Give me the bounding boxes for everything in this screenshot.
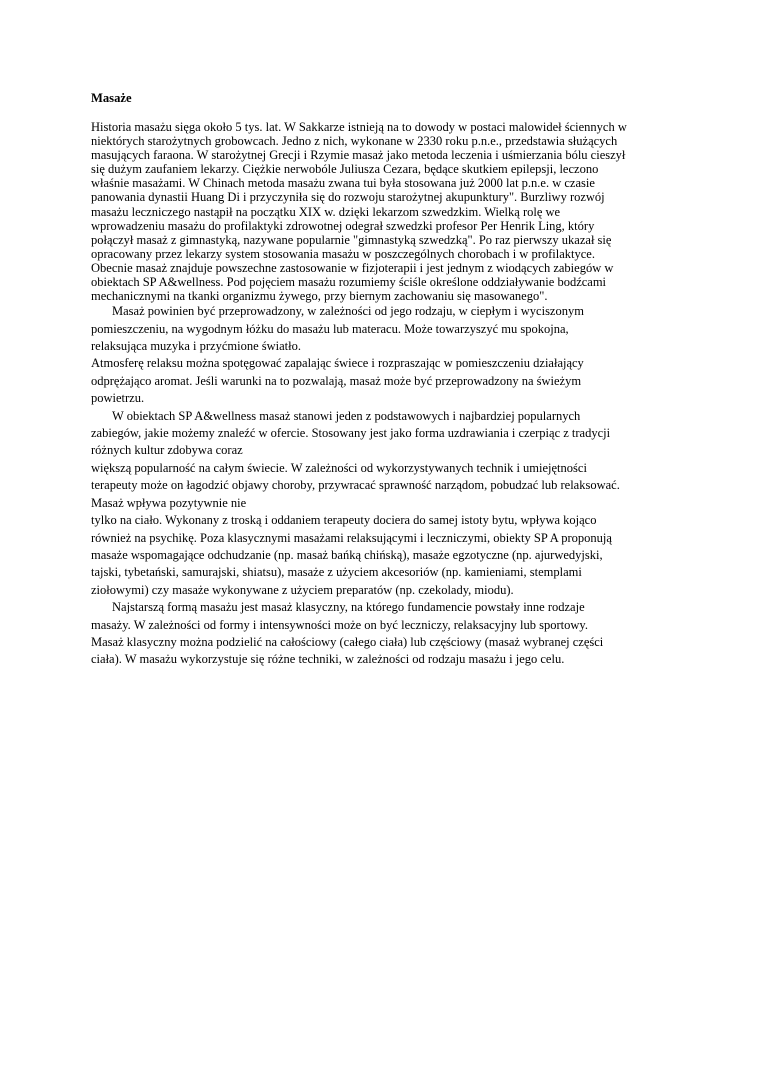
text-line: wprowadzeniu masażu do profilaktyki zdrowotnej odegrał szwedzki profesor Per Henrik Ling, który [91, 218, 595, 233]
text-line: terapeuty może on łagodzić objawy choroby, przywracać sprawność narządom, pobudzać lub relaksować. [91, 478, 620, 493]
paragraph-conditions [91, 303, 671, 407]
text-line: większą popularność na całym świecie. W zależności od wykorzystywanych technik i umiejętności [91, 460, 587, 475]
text-line: Masaż powinien być przeprowadzony, w zależności od jego rodzaju, w ciepłym i wyciszonym [112, 304, 584, 319]
text-line: Najstarszą formą masażu jest masaż klasyczny, na którego fundamencie powstały inne rodzaje [112, 600, 585, 615]
text-line: W obiektach SP A&wellness masaż stanowi jeden z podstawowych i najbardziej popularnych [112, 408, 581, 423]
text-line: odprężająco aromat. Jeśli warunki na to pozwalają, masaż może być przeprowadzony na świeżym [91, 373, 582, 388]
text-line: ciała). W masażu wykorzystuje się różne techniki, w zależności od rodzaju masażu i jego celu. [91, 652, 565, 667]
paragraph-classic [91, 599, 671, 669]
text-line: opracowany przez lekarzy system stosowania masażu w poszczególnych chorobach i w profilaktyce. [91, 246, 595, 261]
text-line: Masaż klasyczny można podzielić na całościowy (całego ciała) lub częściowy (masaż wybranej części [91, 634, 604, 649]
text-line: również na psychikę. Poza klasycznymi masażami relaksującymi i leczniczymi, obiekty SP A proponują [91, 530, 612, 545]
text-line: zabiegów, jakie możemy znaleźć w ofercie. Stosowany jest jako forma uzdrawiania i czerpiąc z tradycji [91, 426, 611, 441]
text-line: połączył masaż z gimnastyką, nazywane popularnie "gimnastyką szwedzką". Po raz pierwszy ukazał się [91, 232, 612, 247]
text-line: masaży. W zależności od formy i intensywności może on być leczniczy, relaksacyjny lub sportowy. [91, 617, 588, 632]
text-line: relaksująca muzyka i przyćmione światło. [91, 339, 301, 354]
paragraph-offer [91, 408, 671, 599]
text-line: mechanicznymi na tkanki organizmu żywego, przy biernym zachowaniu się masowanego". [91, 289, 548, 304]
text-line: masujących faraona. W starożytnej Grecji i Rzymie masaż jako metoda leczenia i uśmierzania bólu cieszył [91, 148, 626, 163]
document-title: Masaże [91, 91, 132, 105]
document-body [91, 90, 671, 669]
text-line: właśnie masażami. W Chinach metoda masażu zwana tui była stosowana już 2000 lat p.n.e. w czasie [91, 176, 595, 191]
text-line: obiektach SP A&wellness. Pod pojęciem masażu rozumiemy ściśle określone oddziaływanie bodźcami [91, 275, 607, 290]
text-line: Obecnie masaż znajduje powszechne zastosowanie w fizjoterapii i jest jednym z wiodących zabiegów w [91, 260, 614, 275]
text-line: powietrzu. [91, 391, 145, 406]
text-line: Masaż wpływa pozytywnie nie [91, 495, 247, 510]
text-line: ziołowymi) czy masaże wykonywane z użyciem preparatów (np. czekolady, miodu). [91, 582, 514, 597]
paragraph-history [91, 120, 671, 303]
text-line: Atmosferę relaksu można spotęgować zapalając świece i rozpraszając w pomieszczeniu działający [91, 356, 584, 371]
text-line: panowania dynastii Huang Di i przyczyniła się do rozwoju starożytnej akupunktury". Burzliwy rozwój [91, 190, 605, 205]
text-line: tylko na ciało. Wykonany z troską i oddaniem terapeuty dociera do samej istoty bytu, wpływa kojąco [91, 513, 597, 528]
text-line: Historia masażu sięga około 5 tys. lat. W Sakkarze istnieją na to dowody w postaci malowideł ściennych w [91, 120, 627, 134]
text-line: tajski, tybetański, samurajski, shiatsu), masaże z użyciem akcesoriów (np. kamieniami, stemplami [91, 565, 582, 580]
text-line: różnych kultur zdobywa coraz [91, 443, 243, 458]
text-line: masaże wspomagające odchudzanie (np. masaż bańką chińską), masaże egzotyczne (np. ajurwedyjski, [91, 547, 603, 562]
text-line: pomieszczeniu, na wygodnym łóżku do masażu lub materacu. Może towarzyszyć mu spokojna, [91, 321, 569, 336]
text-line: się dużym zaufaniem lekarzy. Ciężkie nerwobóle Juliusza Cezara, będące skutkiem epilepsji, leczono [91, 162, 599, 177]
text-line: masażu leczniczego nastąpił na początku XIX w. dzięki lekarzom szwedzkim. Wielką rolę we [91, 204, 561, 219]
text-line: niektórych starożytnych grobowcach. Jedno z nich, wykonane w 2330 roku p.n.e., przedstawia służących [91, 134, 618, 149]
